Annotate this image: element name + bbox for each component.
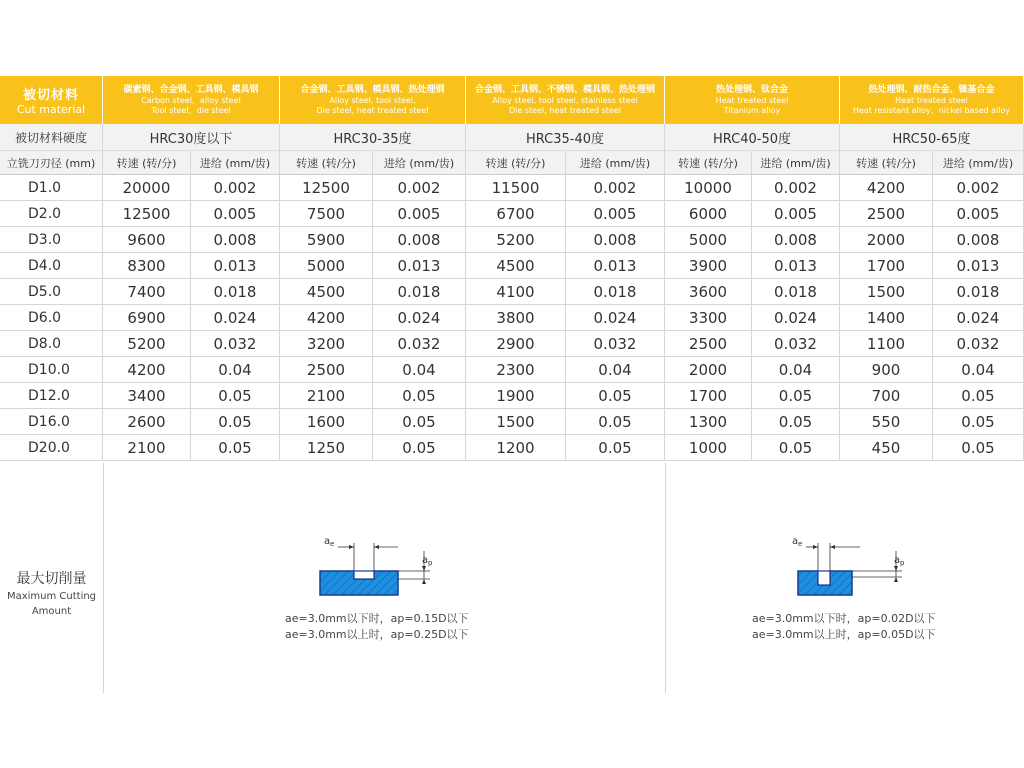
- speed-cell: 4500: [466, 253, 566, 278]
- feed-cell: 0.013: [566, 253, 665, 278]
- feed-header: 进给 (mm/齿): [752, 151, 840, 174]
- diameter-cell: D2.0: [0, 201, 103, 226]
- ae-label: a: [324, 536, 331, 547]
- feed-cell: 0.005: [752, 201, 840, 226]
- speed-cell: 5900: [280, 227, 373, 252]
- material-cn: 合金钢、工具钢、不锈钢、模具钢、热处理钢: [474, 84, 655, 95]
- speed-cell: 20000: [103, 175, 191, 200]
- diameter-cell: D3.0: [0, 227, 103, 252]
- feed-cell: 0.05: [752, 383, 840, 408]
- feed-cell: 0.008: [752, 227, 840, 252]
- feed-cell: 0.04: [752, 357, 840, 382]
- table-row: [0, 279, 1024, 305]
- feed-cell: 0.005: [933, 201, 1024, 226]
- column-header-row: [0, 151, 1024, 175]
- speed-cell: 1250: [280, 435, 373, 460]
- feed-cell: 0.002: [933, 175, 1024, 200]
- speed-cell: 1900: [466, 383, 566, 408]
- feed-cell: 0.002: [566, 175, 665, 200]
- speed-cell: 3200: [280, 331, 373, 356]
- table-row: [0, 175, 1024, 201]
- feed-header: 进给 (mm/齿): [373, 151, 466, 174]
- speed-cell: 4200: [840, 175, 933, 200]
- speed-cell: 2000: [665, 357, 752, 382]
- diameter-cell: D5.0: [0, 279, 103, 304]
- max-cutting-cn: 最大切削量: [16, 571, 87, 587]
- speed-cell: 1600: [280, 409, 373, 434]
- max-cutting-en: Maximum Cutting: [6, 591, 97, 602]
- feed-cell: 0.04: [373, 357, 466, 382]
- material-en: Alloy steel, tool steel, stainless steel: [492, 95, 638, 105]
- speed-cell: 12500: [103, 201, 191, 226]
- hardness-value: HRC50-65度: [840, 124, 1024, 150]
- speed-header: 转速 (转/分): [280, 151, 373, 174]
- speed-cell: 2900: [466, 331, 566, 356]
- feed-cell: 0.05: [933, 383, 1024, 408]
- material-en: Die steel, heat treated steel: [316, 105, 429, 115]
- speed-cell: 1000: [665, 435, 752, 460]
- table-row: [0, 201, 1024, 227]
- speed-cell: 4200: [103, 357, 191, 382]
- speed-cell: 5000: [280, 253, 373, 278]
- hardness-label: 被切材料硬度: [0, 124, 103, 150]
- speed-cell: 12500: [280, 175, 373, 200]
- divider: [103, 463, 104, 693]
- max-cutting-label: [0, 568, 103, 618]
- feed-cell: 0.032: [933, 331, 1024, 356]
- speed-cell: 2600: [103, 409, 191, 434]
- feed-cell: 0.05: [191, 383, 280, 408]
- feed-cell: 0.05: [191, 435, 280, 460]
- speed-cell: 1500: [466, 409, 566, 434]
- material-cn: 热处理钢、耐热合金、镍基合金: [868, 84, 995, 95]
- diameter-cell: D12.0: [0, 383, 103, 408]
- speed-header: 转速 (转/分): [665, 151, 752, 174]
- feed-cell: 0.008: [566, 227, 665, 252]
- feed-header: 进给 (mm/齿): [566, 151, 665, 174]
- material-group-3: [466, 76, 665, 124]
- max-cutting-amount-section: [0, 463, 1024, 693]
- speed-cell: 11500: [466, 175, 566, 200]
- speed-cell: 4500: [280, 279, 373, 304]
- speed-cell: 2100: [103, 435, 191, 460]
- feed-cell: 0.05: [373, 383, 466, 408]
- feed-cell: 0.024: [933, 305, 1024, 330]
- speed-cell: 9600: [103, 227, 191, 252]
- speed-header: 转速 (转/分): [103, 151, 191, 174]
- table-row: [0, 357, 1024, 383]
- feed-cell: 0.032: [191, 331, 280, 356]
- hardness-value: HRC30度以下: [103, 124, 280, 150]
- material-en: Alloy steel, tool steel,: [329, 95, 416, 105]
- speed-header: 转速 (转/分): [840, 151, 933, 174]
- cut-material-cn: 被切材料: [22, 88, 79, 103]
- speed-cell: 6700: [466, 201, 566, 226]
- table-row: [0, 409, 1024, 435]
- speed-cell: 5000: [665, 227, 752, 252]
- feed-cell: 0.05: [566, 383, 665, 408]
- hardness-value: HRC40-50度: [665, 124, 840, 150]
- feed-cell: 0.04: [566, 357, 665, 382]
- material-group-5: [840, 76, 1024, 124]
- material-header-row: [0, 76, 1024, 124]
- cut-depth-diagram: [318, 533, 438, 603]
- feed-cell: 0.05: [566, 435, 665, 460]
- speed-cell: 550: [840, 409, 933, 434]
- speed-cell: 700: [840, 383, 933, 408]
- hardness-value: HRC30-35度: [280, 124, 466, 150]
- divider: [665, 463, 666, 693]
- feed-cell: 0.04: [933, 357, 1024, 382]
- feed-cell: 0.013: [752, 253, 840, 278]
- feed-cell: 0.002: [191, 175, 280, 200]
- speed-cell: 2500: [665, 331, 752, 356]
- speed-cell: 1200: [466, 435, 566, 460]
- right-cut-notes: [752, 611, 936, 643]
- cut-note: ae=3.0mm以下时，ap=0.02D以下: [752, 612, 936, 625]
- left-cut-notes: [285, 611, 469, 643]
- feed-cell: 0.008: [933, 227, 1024, 252]
- feed-cell: 0.05: [566, 409, 665, 434]
- speed-cell: 900: [840, 357, 933, 382]
- speed-cell: 7500: [280, 201, 373, 226]
- feed-cell: 0.008: [191, 227, 280, 252]
- speed-cell: 5200: [466, 227, 566, 252]
- cut-note: ae=3.0mm以上时，ap=0.05D以下: [752, 628, 936, 641]
- speed-cell: 3600: [665, 279, 752, 304]
- material-en: Die steel, heat treated steel: [508, 105, 621, 115]
- speed-cell: 6900: [103, 305, 191, 330]
- diameter-cell: D16.0: [0, 409, 103, 434]
- speed-cell: 450: [840, 435, 933, 460]
- speed-cell: 1500: [840, 279, 933, 304]
- feed-cell: 0.018: [566, 279, 665, 304]
- feed-cell: 0.005: [191, 201, 280, 226]
- material-en: Heat treated steel: [715, 95, 789, 105]
- speed-header: 转速 (转/分): [466, 151, 566, 174]
- feed-cell: 0.005: [373, 201, 466, 226]
- table-row: [0, 383, 1024, 409]
- feed-cell: 0.013: [933, 253, 1024, 278]
- diameter-cell: D20.0: [0, 435, 103, 460]
- table-row: [0, 253, 1024, 279]
- speed-cell: 2500: [280, 357, 373, 382]
- table-row: [0, 227, 1024, 253]
- material-en: Titanium alloy: [723, 105, 781, 115]
- feed-cell: 0.032: [373, 331, 466, 356]
- data-rows: [0, 175, 1024, 461]
- cut-material-en: Cut material: [16, 103, 86, 116]
- table-row: [0, 435, 1024, 461]
- speed-cell: 2300: [466, 357, 566, 382]
- speed-cell: 1300: [665, 409, 752, 434]
- speed-cell: 1100: [840, 331, 933, 356]
- feed-cell: 0.024: [566, 305, 665, 330]
- table-row: [0, 305, 1024, 331]
- speed-cell: 8300: [103, 253, 191, 278]
- feed-cell: 0.04: [191, 357, 280, 382]
- feed-cell: 0.013: [373, 253, 466, 278]
- material-cn: 热处理钢、钛合金: [715, 84, 788, 95]
- hardness-value: HRC35-40度: [466, 124, 665, 150]
- feed-header: 进给 (mm/齿): [933, 151, 1024, 174]
- speed-cell: 1700: [840, 253, 933, 278]
- speed-cell: 3400: [103, 383, 191, 408]
- material-en: Carbon steel、alloy steel: [141, 95, 241, 105]
- diameter-cell: D6.0: [0, 305, 103, 330]
- cutting-parameter-table: [0, 76, 1024, 461]
- diameter-cell: D4.0: [0, 253, 103, 278]
- feed-cell: 0.018: [191, 279, 280, 304]
- feed-cell: 0.05: [191, 409, 280, 434]
- cut-material-header: [0, 76, 103, 124]
- svg-text:e: e: [330, 540, 335, 548]
- material-en: Tool steel、die steel: [151, 105, 231, 115]
- diameter-header: 立铣刀刃径 (mm): [0, 151, 103, 174]
- material-group-4: [665, 76, 840, 124]
- feed-cell: 0.005: [566, 201, 665, 226]
- feed-cell: 0.018: [933, 279, 1024, 304]
- ae-label: a: [792, 536, 799, 547]
- svg-text:p: p: [900, 559, 905, 567]
- material-en: Heat treated steel: [895, 95, 968, 105]
- feed-cell: 0.05: [933, 435, 1024, 460]
- speed-cell: 6000: [665, 201, 752, 226]
- ap-label: a: [894, 555, 901, 566]
- feed-cell: 0.032: [752, 331, 840, 356]
- material-en: Heat resistant alloy、nickel based alloy: [852, 105, 1011, 115]
- speed-cell: 2000: [840, 227, 933, 252]
- speed-cell: 1700: [665, 383, 752, 408]
- speed-cell: 7400: [103, 279, 191, 304]
- feed-cell: 0.05: [373, 409, 466, 434]
- speed-cell: 5200: [103, 331, 191, 356]
- feed-cell: 0.018: [373, 279, 466, 304]
- speed-cell: 4200: [280, 305, 373, 330]
- speed-cell: 4100: [466, 279, 566, 304]
- feed-cell: 0.05: [752, 409, 840, 434]
- diameter-cell: D8.0: [0, 331, 103, 356]
- svg-text:e: e: [798, 540, 803, 548]
- speed-cell: 3800: [466, 305, 566, 330]
- feed-cell: 0.008: [373, 227, 466, 252]
- material-group-2: [280, 76, 466, 124]
- speed-cell: 10000: [665, 175, 752, 200]
- feed-cell: 0.024: [373, 305, 466, 330]
- svg-text:p: p: [428, 559, 433, 567]
- material-cn: 合金钢、工具钢、模具钢、热处理钢: [300, 84, 445, 95]
- cut-depth-diagram: [790, 533, 910, 603]
- diameter-cell: D10.0: [0, 357, 103, 382]
- feed-cell: 0.032: [566, 331, 665, 356]
- diameter-cell: D1.0: [0, 175, 103, 200]
- feed-cell: 0.024: [191, 305, 280, 330]
- speed-cell: 2500: [840, 201, 933, 226]
- speed-cell: 2100: [280, 383, 373, 408]
- speed-cell: 1400: [840, 305, 933, 330]
- max-cutting-en: Amount: [31, 606, 72, 617]
- speed-cell: 3300: [665, 305, 752, 330]
- hardness-row: [0, 124, 1024, 151]
- feed-cell: 0.002: [752, 175, 840, 200]
- material-group-1: [103, 76, 280, 124]
- feed-cell: 0.018: [752, 279, 840, 304]
- feed-cell: 0.05: [373, 435, 466, 460]
- feed-cell: 0.013: [191, 253, 280, 278]
- feed-cell: 0.002: [373, 175, 466, 200]
- feed-cell: 0.05: [752, 435, 840, 460]
- feed-cell: 0.024: [752, 305, 840, 330]
- feed-cell: 0.05: [933, 409, 1024, 434]
- feed-header: 进给 (mm/齿): [191, 151, 280, 174]
- speed-cell: 3900: [665, 253, 752, 278]
- ap-label: a: [422, 555, 429, 566]
- cut-note: ae=3.0mm以上时，ap=0.25D以下: [285, 628, 469, 641]
- table-row: [0, 331, 1024, 357]
- material-cn: 碳素钢、合金钢、工具钢、模具钢: [123, 84, 259, 95]
- cut-note: ae=3.0mm以下时，ap=0.15D以下: [285, 612, 469, 625]
